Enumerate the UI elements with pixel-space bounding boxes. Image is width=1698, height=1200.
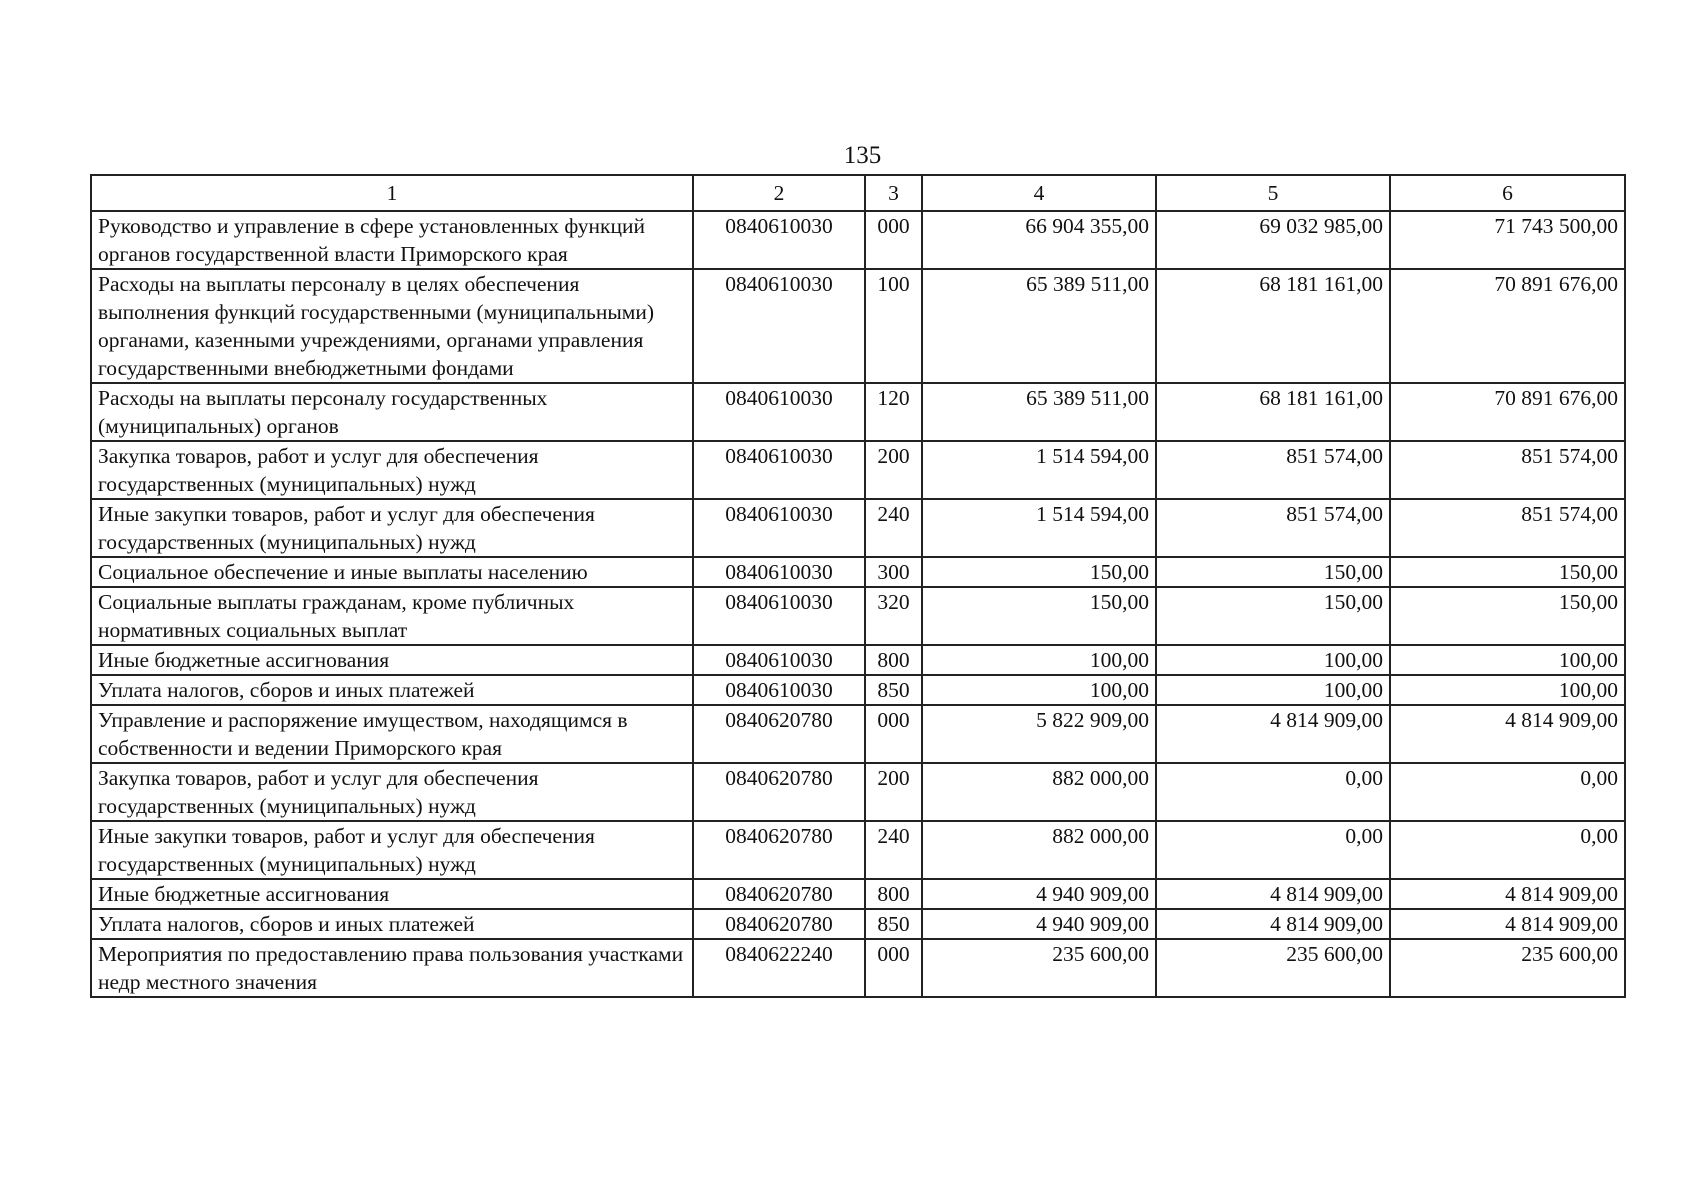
row-expense-type: 000 bbox=[865, 211, 922, 269]
row-value-col6: 150,00 bbox=[1390, 557, 1625, 587]
row-value-col4: 1 514 594,00 bbox=[922, 441, 1156, 499]
row-value-col4: 4 940 909,00 bbox=[922, 879, 1156, 909]
row-code: 0840610030 bbox=[693, 383, 865, 441]
row-value-col4: 100,00 bbox=[922, 675, 1156, 705]
header-row bbox=[91, 175, 1625, 211]
table-row bbox=[91, 909, 1625, 939]
row-value-col5: 68 181 161,00 bbox=[1156, 269, 1390, 383]
row-name: Иные бюджетные ассигнования bbox=[91, 645, 693, 675]
row-value-col6: 70 891 676,00 bbox=[1390, 383, 1625, 441]
table-row bbox=[91, 705, 1625, 763]
row-value-col5: 235 600,00 bbox=[1156, 939, 1390, 997]
row-name: Закупка товаров, работ и услуг для обеспечения государственных (муниципальных) нужд bbox=[91, 763, 693, 821]
row-code: 0840610030 bbox=[693, 211, 865, 269]
row-value-col6: 71 743 500,00 bbox=[1390, 211, 1625, 269]
row-value-col4: 65 389 511,00 bbox=[922, 383, 1156, 441]
row-name: Уплата налогов, сборов и иных платежей bbox=[91, 675, 693, 705]
row-expense-type: 300 bbox=[865, 557, 922, 587]
row-name: Расходы на выплаты персоналу государственных (муниципальных) органов bbox=[91, 383, 693, 441]
table-row bbox=[91, 763, 1625, 821]
row-expense-type: 000 bbox=[865, 939, 922, 997]
row-code: 0840620780 bbox=[693, 705, 865, 763]
row-code: 0840610030 bbox=[693, 441, 865, 499]
row-value-col4: 1 514 594,00 bbox=[922, 499, 1156, 557]
row-name: Уплата налогов, сборов и иных платежей bbox=[91, 909, 693, 939]
row-name: Управление и распоряжение имуществом, находящимся в собственности и ведении Приморского края bbox=[91, 705, 693, 763]
budget-table bbox=[90, 174, 1626, 998]
row-name: Расходы на выплаты персоналу в целях обеспечения выполнения функций государственными (муниципальными) органами, казенными учреждениями, органами управления государственными внебюджетными фондами bbox=[91, 269, 693, 383]
row-value-col5: 150,00 bbox=[1156, 587, 1390, 645]
row-value-col5: 69 032 985,00 bbox=[1156, 211, 1390, 269]
row-code: 0840610030 bbox=[693, 645, 865, 675]
row-value-col5: 100,00 bbox=[1156, 675, 1390, 705]
table-row bbox=[91, 499, 1625, 557]
row-code: 0840610030 bbox=[693, 269, 865, 383]
row-value-col4: 235 600,00 bbox=[922, 939, 1156, 997]
column-header-1: 1 bbox=[91, 175, 693, 211]
row-value-col5: 0,00 bbox=[1156, 821, 1390, 879]
column-header-2: 2 bbox=[693, 175, 865, 211]
row-value-col6: 4 814 909,00 bbox=[1390, 705, 1625, 763]
table-row bbox=[91, 211, 1625, 269]
row-value-col5: 68 181 161,00 bbox=[1156, 383, 1390, 441]
row-code: 0840610030 bbox=[693, 557, 865, 587]
table-row bbox=[91, 645, 1625, 675]
row-value-col4: 66 904 355,00 bbox=[922, 211, 1156, 269]
row-expense-type: 850 bbox=[865, 675, 922, 705]
row-value-col6: 0,00 bbox=[1390, 821, 1625, 879]
column-header-6: 6 bbox=[1390, 175, 1625, 211]
row-value-col6: 100,00 bbox=[1390, 645, 1625, 675]
row-value-col4: 5 822 909,00 bbox=[922, 705, 1156, 763]
row-value-col5: 0,00 bbox=[1156, 763, 1390, 821]
table-row bbox=[91, 879, 1625, 909]
row-value-col5: 4 814 909,00 bbox=[1156, 879, 1390, 909]
row-expense-type: 200 bbox=[865, 441, 922, 499]
row-value-col5: 150,00 bbox=[1156, 557, 1390, 587]
row-value-col4: 4 940 909,00 bbox=[922, 909, 1156, 939]
page-number: 135 bbox=[843, 142, 882, 169]
row-expense-type: 800 bbox=[865, 645, 922, 675]
row-code: 0840620780 bbox=[693, 821, 865, 879]
row-name: Иные закупки товаров, работ и услуг для обеспечения государственных (муниципальных) нужд bbox=[91, 499, 693, 557]
table-row bbox=[91, 269, 1625, 383]
row-value-col6: 235 600,00 bbox=[1390, 939, 1625, 997]
table-row bbox=[91, 441, 1625, 499]
row-name: Руководство и управление в сфере установленных функций органов государственной власти Приморского края bbox=[91, 211, 693, 269]
row-name: Иные бюджетные ассигнования bbox=[91, 879, 693, 909]
row-expense-type: 850 bbox=[865, 909, 922, 939]
table-row bbox=[91, 557, 1625, 587]
table-row bbox=[91, 587, 1625, 645]
row-code: 0840620780 bbox=[693, 909, 865, 939]
column-header-4: 4 bbox=[922, 175, 1156, 211]
column-header-3: 3 bbox=[865, 175, 922, 211]
row-value-col6: 70 891 676,00 bbox=[1390, 269, 1625, 383]
row-value-col6: 851 574,00 bbox=[1390, 441, 1625, 499]
table-row bbox=[91, 383, 1625, 441]
row-value-col6: 4 814 909,00 bbox=[1390, 879, 1625, 909]
row-value-col5: 851 574,00 bbox=[1156, 441, 1390, 499]
row-value-col4: 65 389 511,00 bbox=[922, 269, 1156, 383]
row-expense-type: 240 bbox=[865, 499, 922, 557]
row-name: Закупка товаров, работ и услуг для обеспечения государственных (муниципальных) нужд bbox=[91, 441, 693, 499]
row-expense-type: 200 bbox=[865, 763, 922, 821]
row-value-col4: 150,00 bbox=[922, 587, 1156, 645]
row-value-col4: 882 000,00 bbox=[922, 821, 1156, 879]
row-expense-type: 240 bbox=[865, 821, 922, 879]
column-header-5: 5 bbox=[1156, 175, 1390, 211]
row-code: 0840620780 bbox=[693, 879, 865, 909]
row-expense-type: 000 bbox=[865, 705, 922, 763]
row-value-col6: 0,00 bbox=[1390, 763, 1625, 821]
row-name: Иные закупки товаров, работ и услуг для обеспечения государственных (муниципальных) нужд bbox=[91, 821, 693, 879]
row-value-col4: 100,00 bbox=[922, 645, 1156, 675]
row-value-col5: 851 574,00 bbox=[1156, 499, 1390, 557]
row-name: Социальные выплаты гражданам, кроме публичных нормативных социальных выплат bbox=[91, 587, 693, 645]
row-value-col6: 851 574,00 bbox=[1390, 499, 1625, 557]
row-value-col6: 150,00 bbox=[1390, 587, 1625, 645]
row-code: 0840620780 bbox=[693, 763, 865, 821]
row-value-col5: 4 814 909,00 bbox=[1156, 909, 1390, 939]
row-value-col5: 100,00 bbox=[1156, 645, 1390, 675]
row-expense-type: 120 bbox=[865, 383, 922, 441]
row-name: Мероприятия по предоставлению права пользования участками недр местного значения bbox=[91, 939, 693, 997]
table-row bbox=[91, 939, 1625, 997]
table-row bbox=[91, 675, 1625, 705]
table-row bbox=[91, 821, 1625, 879]
row-expense-type: 100 bbox=[865, 269, 922, 383]
row-value-col5: 4 814 909,00 bbox=[1156, 705, 1390, 763]
row-value-col6: 100,00 bbox=[1390, 675, 1625, 705]
row-value-col4: 150,00 bbox=[922, 557, 1156, 587]
row-expense-type: 800 bbox=[865, 879, 922, 909]
row-code: 0840622240 bbox=[693, 939, 865, 997]
row-value-col6: 4 814 909,00 bbox=[1390, 909, 1625, 939]
row-value-col4: 882 000,00 bbox=[922, 763, 1156, 821]
row-code: 0840610030 bbox=[693, 675, 865, 705]
row-name: Социальное обеспечение и иные выплаты населению bbox=[91, 557, 693, 587]
row-code: 0840610030 bbox=[693, 499, 865, 557]
row-expense-type: 320 bbox=[865, 587, 922, 645]
table-body bbox=[91, 211, 1625, 997]
row-code: 0840610030 bbox=[693, 587, 865, 645]
